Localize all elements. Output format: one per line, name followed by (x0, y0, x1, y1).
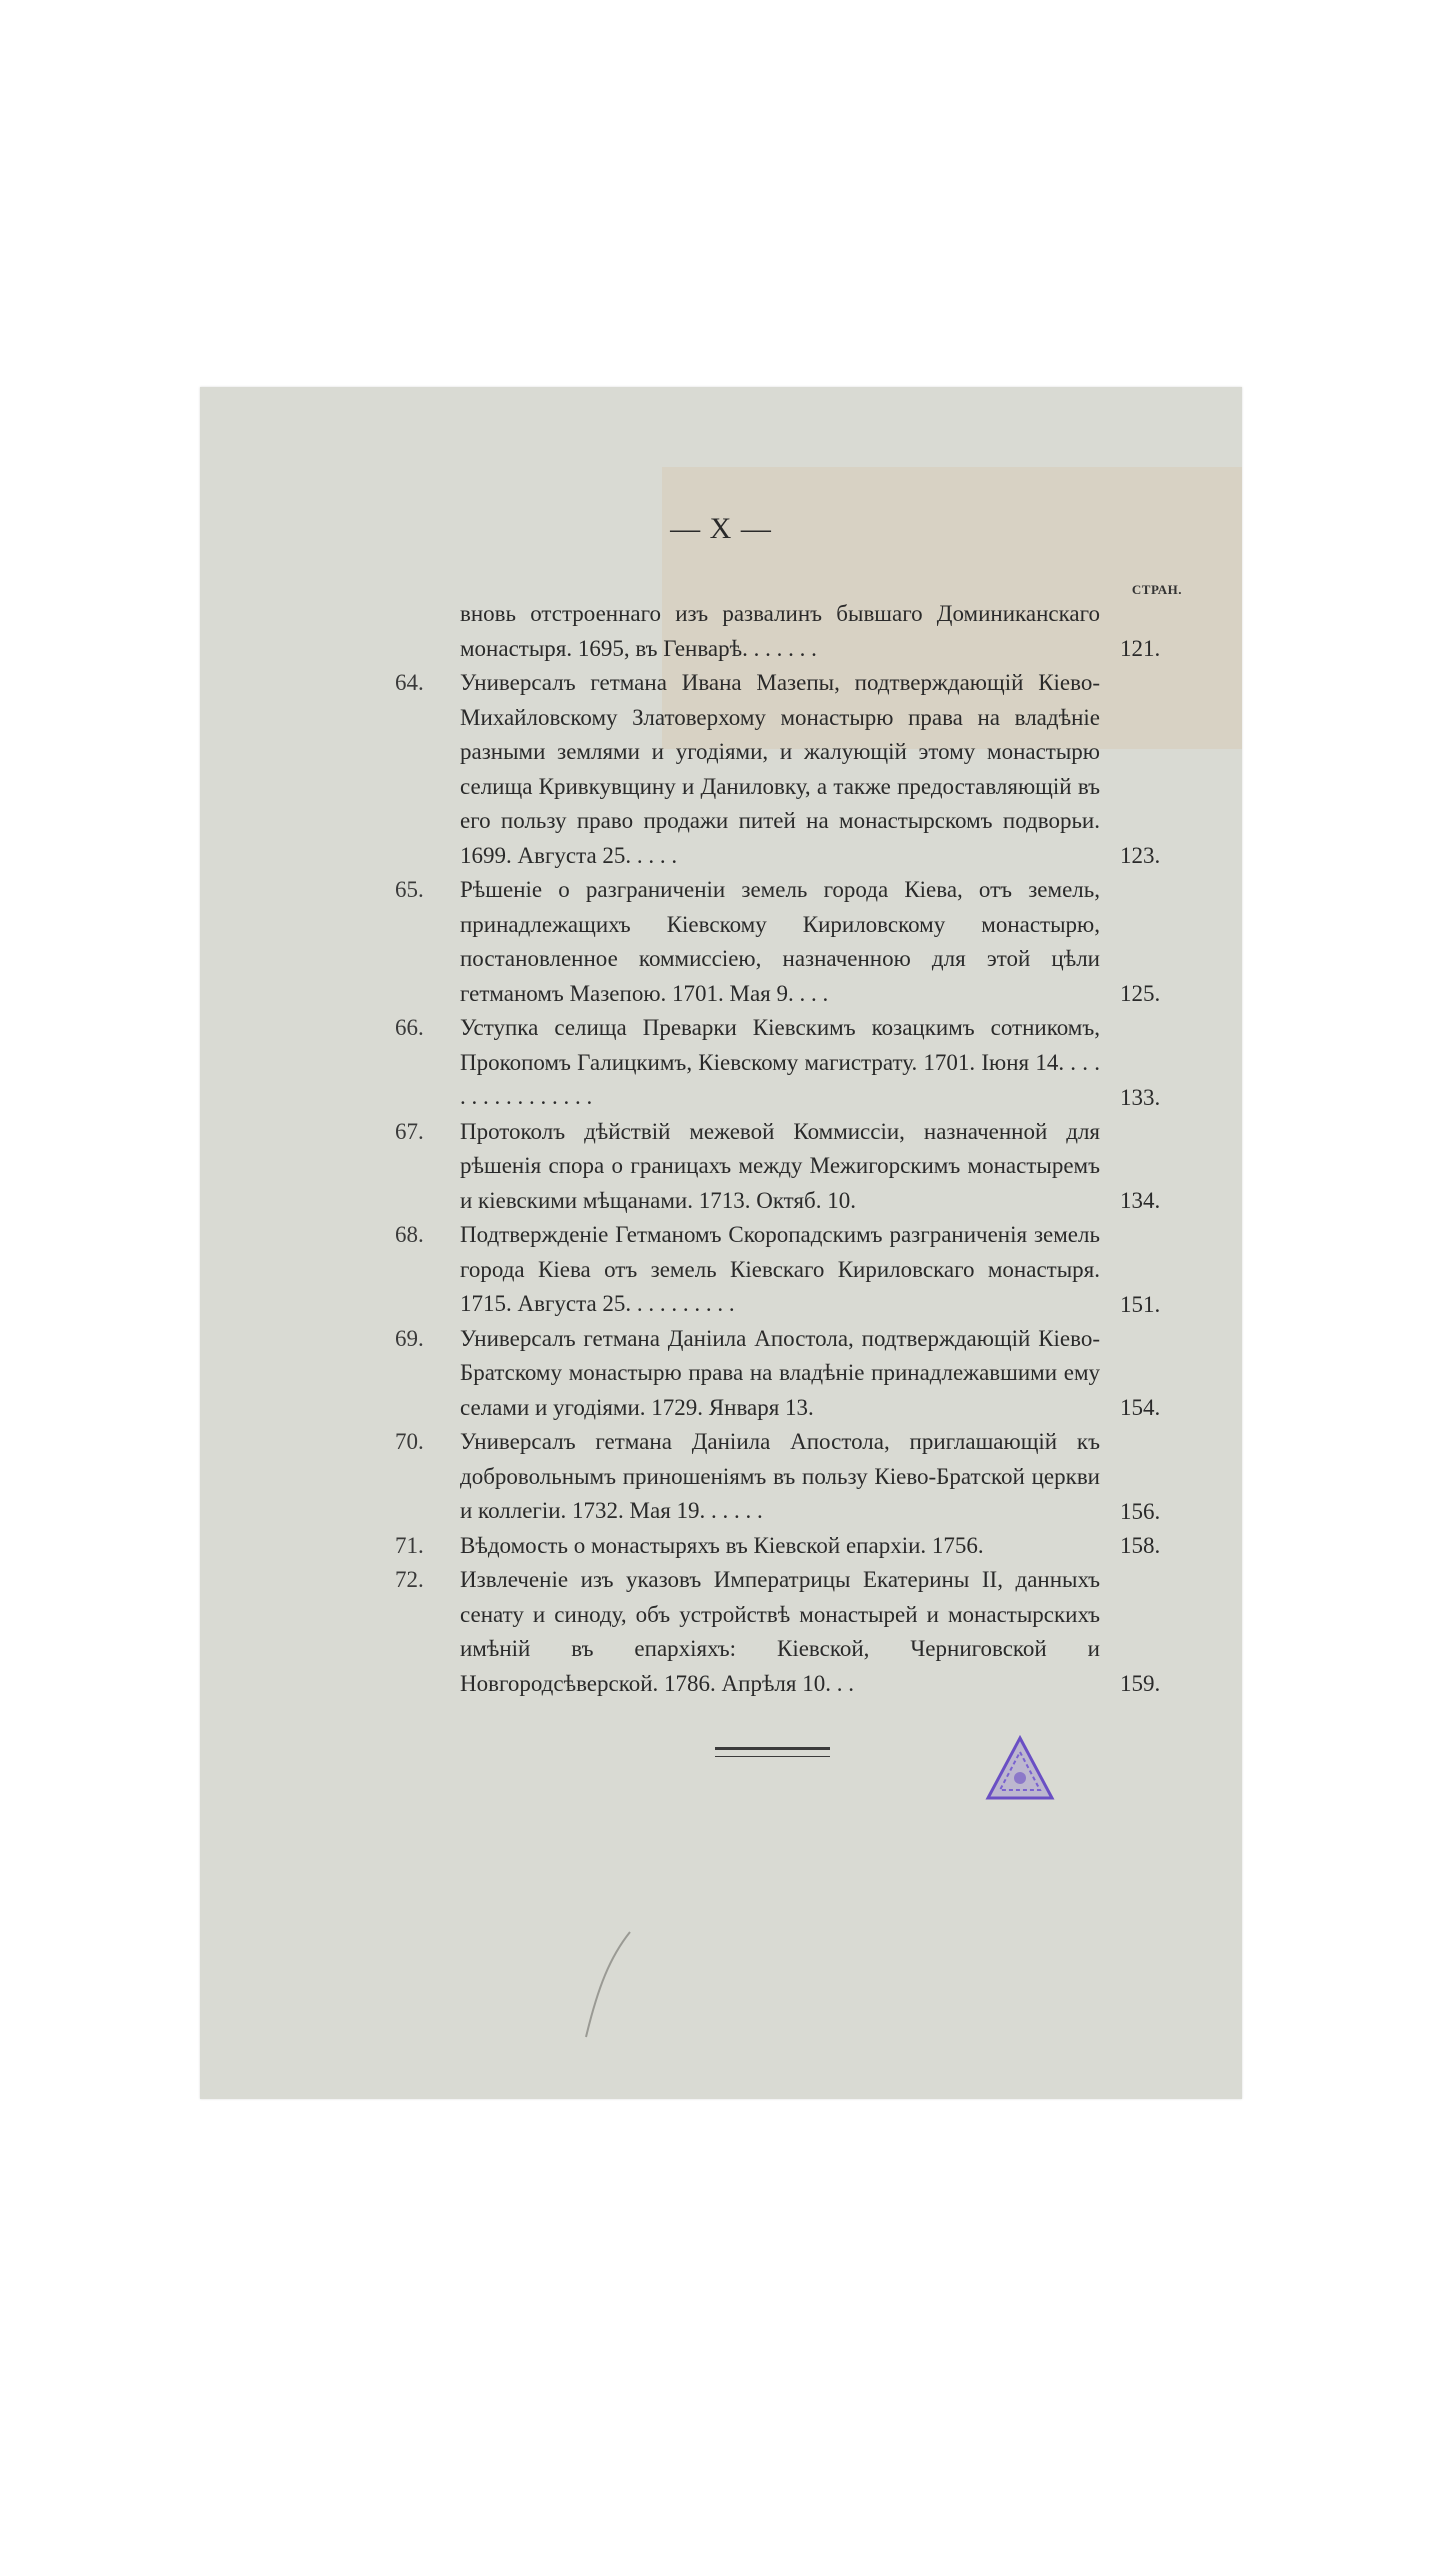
list-item (200, 873, 1242, 1011)
list-item (200, 666, 1242, 873)
list-item (200, 1425, 1242, 1529)
list-item (200, 597, 1242, 666)
entry-text: Универсалъ гетмана Даніила Апостола, подтверждающій Кіево-Братскому монастырю права на владѣніе принадлежавшими ему селами и угодіями. 1729. Января 13. (460, 1325, 1100, 1420)
entry-page-number: 151. (1120, 1291, 1161, 1317)
entry-number: 64. (395, 670, 424, 695)
entry-page-number: 133. (1120, 1084, 1161, 1110)
entry-text: Рѣшеніе о разграниченіи земель города Кіева, отъ земель, принадлежащихъ Кіевскому Кириловскому монастырю, постановленное коммиссіею, назначенною для этой цѣли гетманомъ Мазепою. 1701. Мая 9. . . . (460, 877, 1100, 1006)
entry-text: Протоколъ дѣйствій межевой Коммиссіи, назначенной для рѣшенія спора о границахъ между Межигорскимъ монастыремъ и кіевскими мѣщанами. 1713. Октяб. 10. (460, 1118, 1100, 1213)
end-rule (715, 1747, 830, 1757)
entry-page-number: 125. (1120, 981, 1161, 1006)
entry-text: Универсалъ гетмана Ивана Мазепы, подтверждающій Кіево-Михайловскому Златоверхому монастырю права на владѣніе разными землями и угодіями, и жалующій этому монастырю селища Кривкувщину и Даниловку, а также предоставляющій въ его пользу право продажи питей на монастырскомъ подворьи. 1699. Августа 25. . . . . (460, 670, 1100, 868)
document-page (200, 387, 1242, 2099)
entry-number: 67. (395, 1118, 424, 1144)
entry-number: 68. (395, 1222, 424, 1247)
entry-text: Подтвержденіе Гетманомъ Скоропадскимъ разграниченія земель города Кіева отъ земель Кіевскаго Кириловскаго монастыря. 1715. Августа 25. . . . . . . . . . (460, 1222, 1100, 1316)
entry-page-number: 159. (1120, 1671, 1161, 1696)
entry-text: Вѣдомость о монастыряхъ въ Кіевской епархіи. 1756. (460, 1532, 984, 1558)
entry-number: 66. (395, 1015, 424, 1040)
entry-page-number: 134. (1120, 1188, 1161, 1213)
entry-page-number: 123. (1120, 843, 1161, 868)
list-item (200, 1529, 1242, 1564)
entry-number: 65. (395, 877, 424, 902)
list-item (200, 1218, 1242, 1322)
paper-scratch (580, 1927, 640, 2047)
entry-text: Универсалъ гетмана Даніила Апостола, приглашающій къ добровольнымъ приношеніямъ въ пользу Кіево-Братской церкви и коллегіи. 1732. Мая 19. . . . . . (460, 1429, 1100, 1523)
entry-page-number: 121. (1120, 636, 1161, 661)
entry-number: 71. (395, 1532, 424, 1558)
entry-text: Извлеченіе изъ указовъ Императрицы Екатерины II, данныхъ сенату и синоду, объ устройствѣ монастырей и монастырскихъ имѣній въ епархіяхъ: Кіевской, Черниговской и Новгородсѣверской. 1786. Апрѣля 10. . . (460, 1567, 1100, 1696)
page-header: — X — (670, 512, 772, 545)
list-item (200, 1322, 1242, 1426)
list-item (200, 1115, 1242, 1219)
entry-page-number: 158. (1120, 1533, 1161, 1558)
list-item (200, 1563, 1242, 1701)
entry-page-number: 156. (1120, 1498, 1161, 1524)
list-item (200, 1011, 1242, 1115)
entry-text: Уступка селища Преварки Кіевскимъ козацкимъ сотникомъ, Прокопомъ Галицкимъ, Кіевскому магистрату. 1701. Іюня 14. . . . . . . . . . . . . . . . (460, 1015, 1100, 1109)
entry-text: вновь отстроеннаго изъ развалинъ бывшаго Доминиканскаго монастыря. 1695, въ Генварѣ. . . . . . . (460, 601, 1100, 661)
ink-stamp-icon (980, 1732, 1060, 1812)
entry-number: 70. (395, 1429, 424, 1454)
page-column-label: СТРАН. (1131, 582, 1182, 597)
table-of-contents (200, 597, 1242, 1701)
entry-number: 69. (395, 1325, 424, 1351)
entry-number: 72. (395, 1567, 424, 1592)
entry-page-number: 154. (1120, 1395, 1161, 1420)
